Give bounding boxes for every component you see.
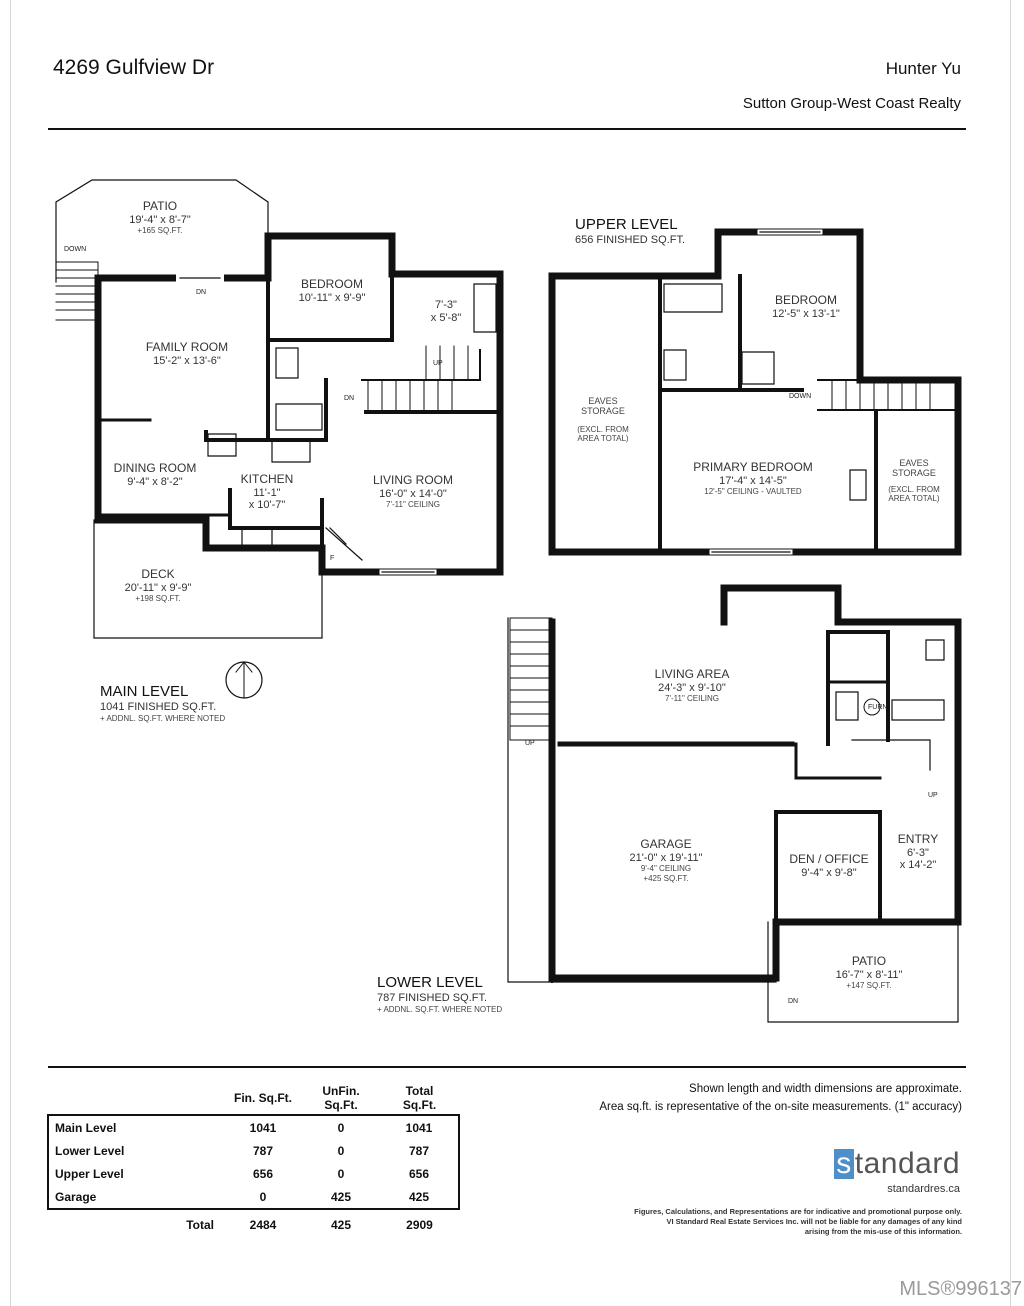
room-garage: GARAGE 21'-0" x 19'-11" 9'-4" CEILING +425 SQ.FT. bbox=[629, 837, 703, 883]
room-eaves-storage-right: EAVES STORAGE (EXCL. FROM AREA TOTAL) bbox=[888, 458, 940, 503]
table-row: Main Level 1041 0 1041 bbox=[48, 1115, 459, 1139]
stair-down-main-door: DN bbox=[196, 289, 207, 296]
upper-level-plan bbox=[552, 232, 958, 552]
table-row: Garage 0 425 425 bbox=[48, 1185, 459, 1209]
company-website: standardres.ca bbox=[887, 1183, 960, 1195]
table-total-row: Total 2484 425 2909 bbox=[186, 1217, 433, 1232]
stair-up-main: UP bbox=[433, 360, 443, 367]
main-level-plan bbox=[56, 180, 500, 698]
stair-down-main-patio: DOWN bbox=[64, 246, 87, 253]
room-dining-room: DINING ROOM 9'-4" x 8'-2" bbox=[113, 461, 197, 488]
table-header-area bbox=[48, 1082, 224, 1115]
room-patio-lower: PATIO 16'-7" x 8'-11" +147 SQ.FT. bbox=[835, 954, 903, 991]
room-living-room-main: LIVING ROOM 16'-0" x 14'-0" 7'-11" CEILING bbox=[372, 473, 454, 510]
area-accuracy-note: Area sq.ft. is representative of the on-site measurements. (1" accuracy) bbox=[599, 1101, 962, 1113]
stair-up-lower-entry: UP bbox=[928, 792, 938, 799]
standard-logo: s tandard bbox=[836, 1147, 960, 1180]
table-row: Upper Level 656 0 656 bbox=[48, 1162, 459, 1185]
property-address: 4269 Gulfview Dr bbox=[53, 56, 215, 79]
table-header-finished: Fin. Sq.Ft. bbox=[234, 1091, 292, 1105]
room-bedroom-upper: BEDROOM 12'-5" x 13'-1" bbox=[772, 293, 840, 320]
room-eaves-storage-left: EAVES STORAGE (EXCL. FROM AREA TOTAL) bbox=[577, 396, 629, 443]
main-level-title: MAIN LEVEL 1041 FINISHED SQ.FT. + ADDNL. SQ.FT. WHERE NOTED bbox=[100, 683, 226, 724]
dimension-note: Shown length and width dimensions are approximate. bbox=[689, 1083, 962, 1095]
mls-watermark: MLS®996137 bbox=[899, 1278, 1022, 1300]
stair-down-upper: DOWN bbox=[789, 393, 812, 400]
fireplace-mark: F bbox=[330, 555, 335, 562]
agent-name: Hunter Yu bbox=[885, 59, 961, 78]
furnace-mark: FURN. bbox=[868, 704, 890, 711]
room-patio-main: PATIO 19'-4" x 8'-7" +165 SQ.FT. bbox=[129, 199, 191, 236]
room-primary-bedroom: PRIMARY BEDROOM 17'-4" x 14'-5" 12'-5" CEILING - VAULTED bbox=[693, 460, 813, 497]
table-header-total: Total Sq.Ft. bbox=[402, 1084, 437, 1112]
lower-level-title: LOWER LEVEL 787 FINISHED SQ.FT. + ADDNL. SQ.FT. WHERE NOTED bbox=[377, 974, 503, 1015]
table-header-unfinished: UnFin. Sq.Ft. bbox=[322, 1084, 360, 1112]
room-bath-main: 7'-3" x 5'-8" bbox=[430, 299, 462, 324]
room-living-area: LIVING AREA 24'-3" x 9'-10" 7'-11" CEILING bbox=[654, 667, 730, 704]
room-entry: ENTRY 6'-3" x 14'-2" bbox=[897, 832, 939, 872]
square-footage-table bbox=[47, 1082, 460, 1236]
room-deck: DECK 20'-11" x 9'-9" +198 SQ.FT. bbox=[124, 567, 192, 604]
stair-up-lower-exterior: UP bbox=[525, 740, 535, 747]
table-row: Lower Level 787 0 787 bbox=[48, 1139, 459, 1162]
upper-level-title: UPPER LEVEL 656 FINISHED SQ.FT. bbox=[575, 216, 686, 246]
brokerage-name: Sutton Group-West Coast Realty bbox=[742, 95, 961, 112]
stair-down-lower-patio: DN bbox=[788, 998, 799, 1005]
disclaimer: Figures, Calculations, and Representations are for indicative and promotional purpose only. VI Standard Real Estate Services Inc. will not be liable for any damages of any kind arising from the mis-use of this information. bbox=[634, 1207, 962, 1236]
stair-down-main-living: DN bbox=[344, 395, 355, 402]
room-family-room: FAMILY ROOM 15'-2" x 13'-6" bbox=[145, 340, 229, 367]
room-bedroom-main: BEDROOM 10'-11" x 9'-9" bbox=[298, 277, 366, 304]
room-den-office: DEN / OFFICE 9'-4" x 9'-8" bbox=[789, 852, 869, 879]
room-kitchen: KITCHEN 11'-1" x 10'-7" bbox=[240, 472, 294, 512]
footer-divider bbox=[48, 1066, 966, 1068]
